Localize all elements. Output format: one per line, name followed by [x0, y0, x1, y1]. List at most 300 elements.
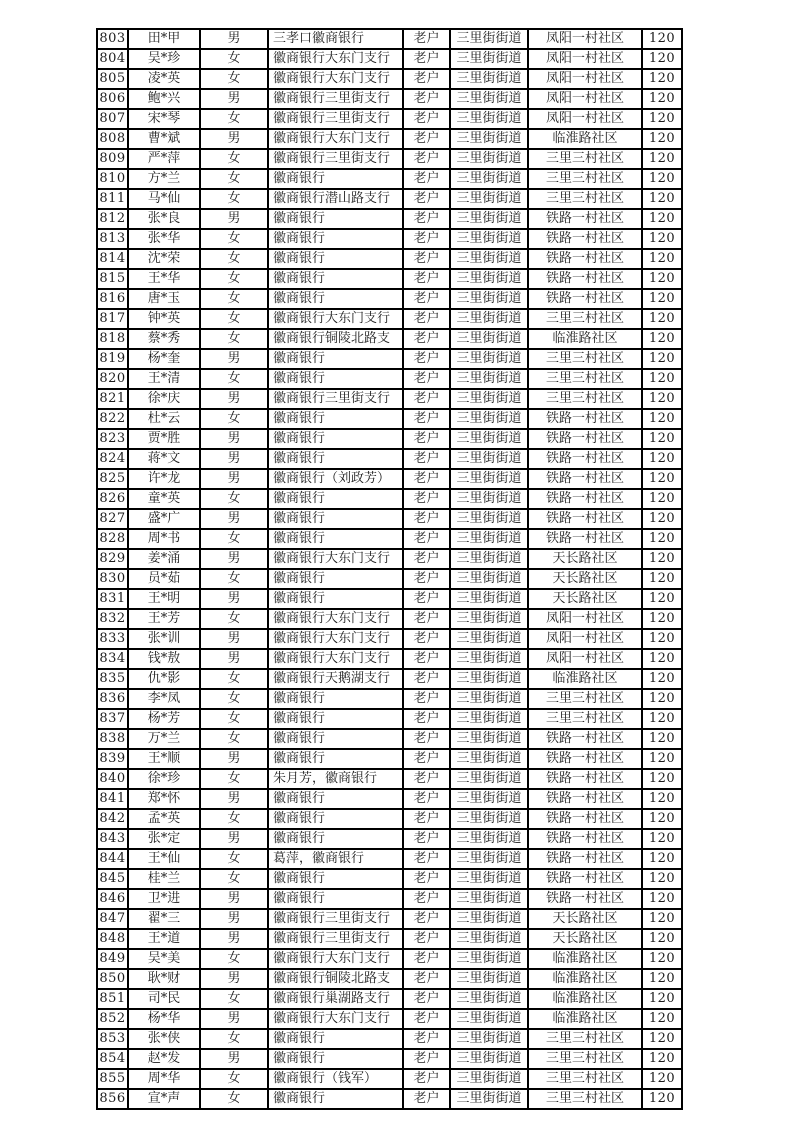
cell-serial: 837	[97, 709, 128, 729]
cell-bank: 徽商银行	[268, 709, 403, 729]
cell-serial: 838	[97, 729, 128, 749]
cell-household: 老户	[403, 749, 450, 769]
cell-serial: 812	[97, 209, 128, 229]
cell-gender: 男	[200, 649, 268, 669]
cell-bank: 徽商银行	[268, 449, 403, 469]
cell-bank: 徽商银行大东门支行	[268, 649, 403, 669]
cell-gender: 女	[200, 689, 268, 709]
cell-name: 盛*广	[128, 509, 200, 529]
cell-bank: 三孝口徽商银行	[268, 29, 403, 49]
cell-community: 三里三村社区	[528, 1049, 642, 1069]
cell-bank: 徽商银行	[268, 789, 403, 809]
cell-gender: 女	[200, 409, 268, 429]
cell-street: 三里街街道	[450, 389, 528, 409]
cell-serial: 846	[97, 889, 128, 909]
cell-bank: 徽商银行	[268, 349, 403, 369]
cell-serial: 843	[97, 829, 128, 849]
cell-street: 三里街街道	[450, 629, 528, 649]
cell-gender: 女	[200, 149, 268, 169]
cell-amount: 120	[642, 389, 682, 409]
cell-amount: 120	[642, 989, 682, 1009]
cell-gender: 女	[200, 249, 268, 269]
cell-bank: 徽商银行	[268, 229, 403, 249]
cell-community: 铁路一村社区	[528, 889, 642, 909]
cell-gender: 男	[200, 429, 268, 449]
cell-gender: 女	[200, 69, 268, 89]
cell-street: 三里街街道	[450, 989, 528, 1009]
table-row	[97, 989, 682, 1009]
cell-community: 临淮路社区	[528, 329, 642, 349]
cell-serial: 855	[97, 1069, 128, 1089]
cell-bank: 徽商银行	[268, 809, 403, 829]
cell-household: 老户	[403, 649, 450, 669]
cell-name: 翟*三	[128, 909, 200, 929]
cell-amount: 120	[642, 89, 682, 109]
cell-serial: 809	[97, 149, 128, 169]
cell-community: 凤阳一村社区	[528, 89, 642, 109]
cell-amount: 120	[642, 169, 682, 189]
cell-bank: 徽商银行天鹅湖支行	[268, 669, 403, 689]
cell-household: 老户	[403, 309, 450, 329]
cell-gender: 女	[200, 289, 268, 309]
cell-bank: 徽商银行	[268, 889, 403, 909]
cell-community: 天长路社区	[528, 909, 642, 929]
cell-name: 蔡*秀	[128, 329, 200, 349]
table-row	[97, 549, 682, 569]
cell-amount: 120	[642, 1049, 682, 1069]
table-row	[97, 489, 682, 509]
cell-household: 老户	[403, 1049, 450, 1069]
table-row	[97, 729, 682, 749]
cell-household: 老户	[403, 529, 450, 549]
table-row	[97, 809, 682, 829]
cell-amount: 120	[642, 329, 682, 349]
cell-street: 三里街街道	[450, 429, 528, 449]
cell-name: 许*龙	[128, 469, 200, 489]
cell-gender: 男	[200, 549, 268, 569]
table-row	[97, 289, 682, 309]
cell-gender: 女	[200, 309, 268, 329]
table-row	[97, 829, 682, 849]
subsidy-roster-table	[96, 28, 683, 1110]
table-row	[97, 1009, 682, 1029]
table-row	[97, 609, 682, 629]
table-row	[97, 709, 682, 729]
cell-name: 姜*涌	[128, 549, 200, 569]
cell-street: 三里街街道	[450, 809, 528, 829]
cell-amount: 120	[642, 669, 682, 689]
cell-gender: 女	[200, 769, 268, 789]
cell-bank: 徽商银行巢湖路支行	[268, 989, 403, 1009]
cell-street: 三里街街道	[450, 649, 528, 669]
cell-serial: 817	[97, 309, 128, 329]
cell-name: 杨*华	[128, 1009, 200, 1029]
cell-community: 铁路一村社区	[528, 249, 642, 269]
table-row	[97, 49, 682, 69]
table-row	[97, 1029, 682, 1049]
cell-amount: 120	[642, 429, 682, 449]
cell-street: 三里街街道	[450, 329, 528, 349]
table-row	[97, 569, 682, 589]
cell-gender: 男	[200, 909, 268, 929]
cell-amount: 120	[642, 149, 682, 169]
cell-community: 凤阳一村社区	[528, 49, 642, 69]
cell-bank: 徽商银行	[268, 409, 403, 429]
cell-bank: 徽商银行	[268, 369, 403, 389]
table-row	[97, 349, 682, 369]
table-row	[97, 149, 682, 169]
cell-serial: 842	[97, 809, 128, 829]
cell-community: 铁路一村社区	[528, 509, 642, 529]
table-row	[97, 929, 682, 949]
cell-amount: 120	[642, 509, 682, 529]
cell-bank: 徽商银行大东门支行	[268, 129, 403, 149]
cell-community: 三里三村社区	[528, 189, 642, 209]
cell-gender: 女	[200, 569, 268, 589]
cell-name: 宣*声	[128, 1089, 200, 1109]
cell-community: 铁路一村社区	[528, 829, 642, 849]
table-row	[97, 269, 682, 289]
cell-bank: 徽商银行大东门支行	[268, 549, 403, 569]
cell-household: 老户	[403, 69, 450, 89]
cell-amount: 120	[642, 249, 682, 269]
cell-gender: 男	[200, 629, 268, 649]
cell-bank: 徽商银行大东门支行	[268, 629, 403, 649]
cell-community: 铁路一村社区	[528, 449, 642, 469]
cell-street: 三里街街道	[450, 509, 528, 529]
table-row	[97, 229, 682, 249]
cell-serial: 853	[97, 1029, 128, 1049]
cell-serial: 849	[97, 949, 128, 969]
cell-name: 宋*琴	[128, 109, 200, 129]
cell-community: 临淮路社区	[528, 129, 642, 149]
cell-street: 三里街街道	[450, 409, 528, 429]
cell-name: 张*华	[128, 229, 200, 249]
cell-amount: 120	[642, 589, 682, 609]
cell-serial: 854	[97, 1049, 128, 1069]
cell-name: 吴*珍	[128, 49, 200, 69]
cell-gender: 男	[200, 469, 268, 489]
cell-household: 老户	[403, 889, 450, 909]
cell-household: 老户	[403, 269, 450, 289]
cell-household: 老户	[403, 129, 450, 149]
cell-household: 老户	[403, 949, 450, 969]
cell-amount: 120	[642, 529, 682, 549]
cell-gender: 女	[200, 49, 268, 69]
cell-amount: 120	[642, 1069, 682, 1089]
cell-street: 三里街街道	[450, 269, 528, 289]
cell-amount: 120	[642, 469, 682, 489]
table-row	[97, 369, 682, 389]
table-row	[97, 249, 682, 269]
cell-serial: 841	[97, 789, 128, 809]
cell-serial: 822	[97, 409, 128, 429]
cell-gender: 女	[200, 949, 268, 969]
cell-community: 临淮路社区	[528, 669, 642, 689]
cell-street: 三里街街道	[450, 1049, 528, 1069]
cell-name: 蒋*文	[128, 449, 200, 469]
cell-amount: 120	[642, 489, 682, 509]
cell-amount: 120	[642, 1089, 682, 1109]
cell-bank: 徽商银行	[268, 829, 403, 849]
cell-street: 三里街街道	[450, 789, 528, 809]
table-row	[97, 89, 682, 109]
cell-serial: 851	[97, 989, 128, 1009]
cell-name: 马*仙	[128, 189, 200, 209]
cell-name: 郑*怀	[128, 789, 200, 809]
cell-serial: 850	[97, 969, 128, 989]
cell-bank: 葛萍，徽商银行	[268, 849, 403, 869]
cell-amount: 120	[642, 29, 682, 49]
cell-street: 三里街街道	[450, 709, 528, 729]
cell-bank: 徽商银行	[268, 869, 403, 889]
cell-household: 老户	[403, 769, 450, 789]
cell-amount: 120	[642, 969, 682, 989]
cell-amount: 120	[642, 949, 682, 969]
cell-street: 三里街街道	[450, 569, 528, 589]
table-row	[97, 869, 682, 889]
cell-household: 老户	[403, 829, 450, 849]
cell-street: 三里街街道	[450, 909, 528, 929]
cell-street: 三里街街道	[450, 189, 528, 209]
cell-serial: 832	[97, 609, 128, 629]
cell-amount: 120	[642, 709, 682, 729]
cell-gender: 男	[200, 389, 268, 409]
cell-serial: 823	[97, 429, 128, 449]
cell-street: 三里街街道	[450, 449, 528, 469]
cell-gender: 女	[200, 709, 268, 729]
cell-street: 三里街街道	[450, 289, 528, 309]
cell-street: 三里街街道	[450, 749, 528, 769]
cell-amount: 120	[642, 749, 682, 769]
cell-household: 老户	[403, 389, 450, 409]
cell-gender: 男	[200, 969, 268, 989]
cell-bank: 徽商银行大东门支行	[268, 49, 403, 69]
cell-name: 张*侠	[128, 1029, 200, 1049]
cell-serial: 810	[97, 169, 128, 189]
cell-street: 三里街街道	[450, 169, 528, 189]
cell-household: 老户	[403, 289, 450, 309]
cell-gender: 女	[200, 609, 268, 629]
cell-serial: 856	[97, 1089, 128, 1109]
cell-amount: 120	[642, 649, 682, 669]
table-row	[97, 29, 682, 49]
cell-household: 老户	[403, 789, 450, 809]
cell-street: 三里街街道	[450, 229, 528, 249]
cell-gender: 男	[200, 1009, 268, 1029]
cell-amount: 120	[642, 849, 682, 869]
cell-name: 唐*玉	[128, 289, 200, 309]
cell-community: 临淮路社区	[528, 949, 642, 969]
cell-amount: 120	[642, 369, 682, 389]
cell-bank: 徽商银行（刘政芳）	[268, 469, 403, 489]
cell-serial: 852	[97, 1009, 128, 1029]
cell-gender: 女	[200, 849, 268, 869]
cell-community: 凤阳一村社区	[528, 29, 642, 49]
cell-street: 三里街街道	[450, 1089, 528, 1109]
cell-gender: 男	[200, 889, 268, 909]
cell-name: 王*顺	[128, 749, 200, 769]
cell-street: 三里街街道	[450, 129, 528, 149]
cell-gender: 女	[200, 489, 268, 509]
cell-street: 三里街街道	[450, 929, 528, 949]
cell-household: 老户	[403, 1069, 450, 1089]
cell-community: 三里三村社区	[528, 349, 642, 369]
cell-name: 司*民	[128, 989, 200, 1009]
cell-amount: 120	[642, 769, 682, 789]
cell-community: 铁路一村社区	[528, 749, 642, 769]
cell-household: 老户	[403, 229, 450, 249]
cell-household: 老户	[403, 809, 450, 829]
table-row	[97, 109, 682, 129]
cell-household: 老户	[403, 629, 450, 649]
cell-street: 三里街街道	[450, 769, 528, 789]
cell-street: 三里街街道	[450, 969, 528, 989]
cell-household: 老户	[403, 149, 450, 169]
cell-community: 铁路一村社区	[528, 769, 642, 789]
cell-community: 三里三村社区	[528, 689, 642, 709]
cell-street: 三里街街道	[450, 589, 528, 609]
table-body	[97, 29, 682, 1109]
cell-serial: 803	[97, 29, 128, 49]
cell-name: 万*兰	[128, 729, 200, 749]
cell-community: 天长路社区	[528, 589, 642, 609]
cell-name: 吴*美	[128, 949, 200, 969]
cell-bank: 徽商银行	[268, 169, 403, 189]
cell-street: 三里街街道	[450, 309, 528, 329]
cell-serial: 815	[97, 269, 128, 289]
cell-serial: 830	[97, 569, 128, 589]
cell-street: 三里街街道	[450, 29, 528, 49]
cell-bank: 徽商银行潜山路支行	[268, 189, 403, 209]
table-row	[97, 129, 682, 149]
cell-gender: 女	[200, 869, 268, 889]
cell-name: 赵*发	[128, 1049, 200, 1069]
cell-gender: 女	[200, 989, 268, 1009]
cell-household: 老户	[403, 369, 450, 389]
cell-gender: 男	[200, 29, 268, 49]
table-row	[97, 1049, 682, 1069]
cell-name: 钟*英	[128, 309, 200, 329]
cell-street: 三里街街道	[450, 349, 528, 369]
table-row	[97, 389, 682, 409]
cell-serial: 811	[97, 189, 128, 209]
cell-bank: 朱月芳，徽商银行	[268, 769, 403, 789]
cell-amount: 120	[642, 229, 682, 249]
cell-gender: 女	[200, 669, 268, 689]
cell-community: 临淮路社区	[528, 989, 642, 1009]
cell-street: 三里街街道	[450, 609, 528, 629]
cell-name: 仇*影	[128, 669, 200, 689]
cell-household: 老户	[403, 329, 450, 349]
cell-household: 老户	[403, 929, 450, 949]
cell-bank: 徽商银行	[268, 589, 403, 609]
cell-community: 铁路一村社区	[528, 869, 642, 889]
cell-community: 凤阳一村社区	[528, 609, 642, 629]
cell-serial: 833	[97, 629, 128, 649]
cell-serial: 808	[97, 129, 128, 149]
cell-name: 王*清	[128, 369, 200, 389]
cell-name: 王*道	[128, 929, 200, 949]
cell-gender: 女	[200, 529, 268, 549]
cell-street: 三里街街道	[450, 249, 528, 269]
cell-serial: 845	[97, 869, 128, 889]
cell-bank: 徽商银行	[268, 249, 403, 269]
cell-name: 杨*芳	[128, 709, 200, 729]
cell-bank: 徽商银行	[268, 1049, 403, 1069]
cell-name: 卫*进	[128, 889, 200, 909]
cell-community: 天长路社区	[528, 549, 642, 569]
cell-street: 三里街街道	[450, 689, 528, 709]
cell-bank: 徽商银行	[268, 209, 403, 229]
cell-name: 童*英	[128, 489, 200, 509]
cell-street: 三里街街道	[450, 209, 528, 229]
cell-household: 老户	[403, 409, 450, 429]
cell-street: 三里街街道	[450, 829, 528, 849]
cell-gender: 男	[200, 929, 268, 949]
cell-name: 耿*财	[128, 969, 200, 989]
cell-gender: 男	[200, 129, 268, 149]
table-row	[97, 969, 682, 989]
table-row	[97, 649, 682, 669]
cell-bank: 徽商银行大东门支行	[268, 1009, 403, 1029]
cell-amount: 120	[642, 309, 682, 329]
table-row	[97, 749, 682, 769]
table-row	[97, 909, 682, 929]
cell-serial: 828	[97, 529, 128, 549]
cell-amount: 120	[642, 409, 682, 429]
table-row	[97, 69, 682, 89]
cell-street: 三里街街道	[450, 1029, 528, 1049]
cell-gender: 女	[200, 1029, 268, 1049]
cell-serial: 836	[97, 689, 128, 709]
cell-bank: 徽商银行三里街支行	[268, 909, 403, 929]
cell-name: 桂*兰	[128, 869, 200, 889]
table-row	[97, 449, 682, 469]
cell-household: 老户	[403, 869, 450, 889]
cell-serial: 827	[97, 509, 128, 529]
cell-household: 老户	[403, 49, 450, 69]
cell-street: 三里街街道	[450, 109, 528, 129]
cell-gender: 女	[200, 109, 268, 129]
cell-name: 严*萍	[128, 149, 200, 169]
table-row	[97, 889, 682, 909]
cell-serial: 844	[97, 849, 128, 869]
cell-community: 临淮路社区	[528, 1009, 642, 1029]
cell-serial: 821	[97, 389, 128, 409]
table-row	[97, 789, 682, 809]
table-row	[97, 689, 682, 709]
cell-street: 三里街街道	[450, 489, 528, 509]
cell-household: 老户	[403, 489, 450, 509]
cell-gender: 女	[200, 809, 268, 829]
cell-gender: 女	[200, 189, 268, 209]
cell-serial: 848	[97, 929, 128, 949]
cell-community: 三里三村社区	[528, 309, 642, 329]
table-row	[97, 169, 682, 189]
table-row	[97, 529, 682, 549]
cell-name: 张*定	[128, 829, 200, 849]
cell-serial: 834	[97, 649, 128, 669]
cell-gender: 女	[200, 229, 268, 249]
cell-gender: 女	[200, 169, 268, 189]
cell-household: 老户	[403, 709, 450, 729]
cell-gender: 男	[200, 829, 268, 849]
table-row	[97, 949, 682, 969]
cell-household: 老户	[403, 509, 450, 529]
cell-gender: 女	[200, 729, 268, 749]
cell-name: 曹*斌	[128, 129, 200, 149]
